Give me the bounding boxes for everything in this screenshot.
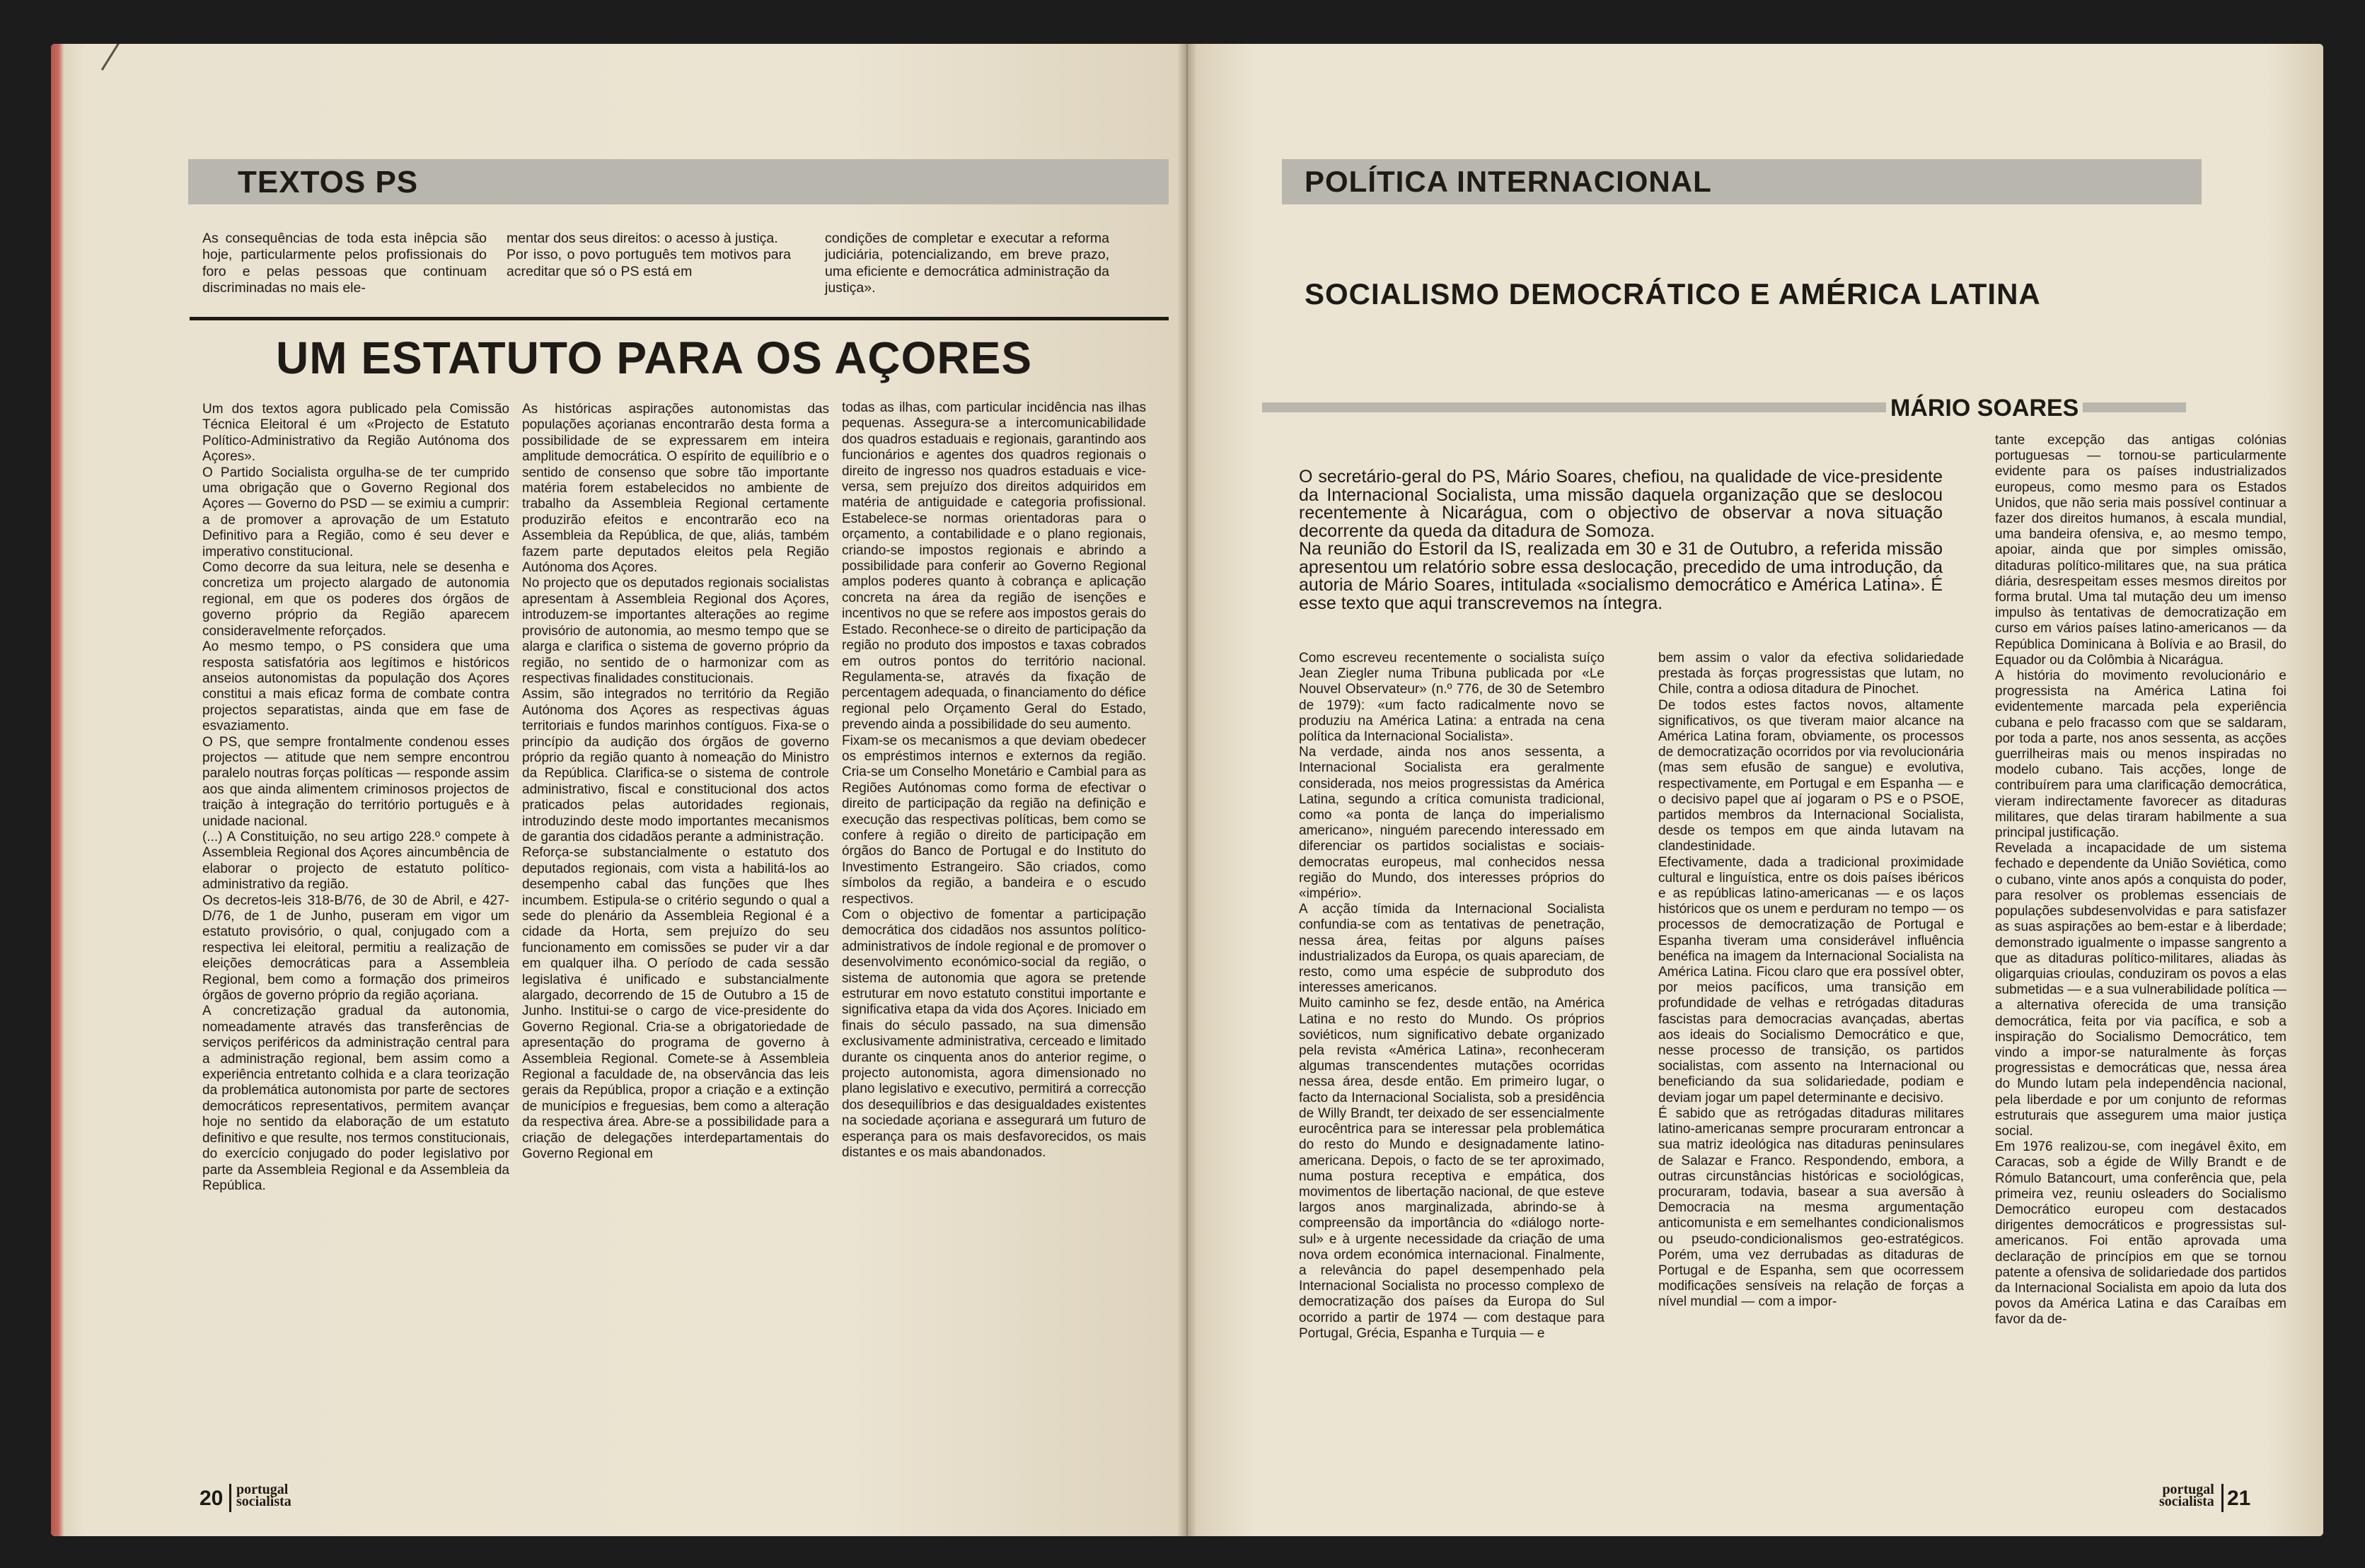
portugal-socialista-logo <box>2159 1484 2214 1508</box>
folio-separator <box>2221 1484 2224 1512</box>
left-page <box>51 44 1187 1536</box>
page-number: 21 <box>2227 1487 2251 1510</box>
byline: MÁRIO SOARES <box>1886 395 2083 422</box>
article-column-1: Como escreveu recentemente o socialista suíço Jean Ziegler numa Tribuna publicada por «Le Nouvel Observateur» (n.º 776, de 30 de Setembro de 1979): «um facto radicalmente novo se produziu na América Latina: a entrada na cena política da Internacional Socialista». Na verdade, ainda nos anos sessenta, a Internacional Socialista era geralmente considerada, nos meios progressistas da América Latina, segundo a crítica comunista tradicional, como «a ponta de lança do imperialismo americano», ninguém parecendo interessado em diferenciar os partidos socialistas e sociais-democratas europeus, mal conhecidos nessa região do Mundo, dos interesses próprios do «império». A acção tímida da Internacional Socialista confundia-se com as tentativas de penetração, nessa área, feitas por alguns países industrializados da Europa, os quais apareciam, de resto, como uma espécie de subproduto dos interesses americanos. Muito caminho se fez, desde então, na América Latina e no resto do Mundo. Os próprios soviéticos, num significativo debate organizado pela revista «América Latina», reconheceram algumas transcendentes mutações ocorridas nessa área, desde então. Em primeiro lugar, o facto da Internacional Socialista, sob a presidência de Willy Brandt, ter deixado de ser essencialmente eurocêntrica para se interessar pela problemática do resto do Mundo e designadamente latino-americana. Depois, o facto de se ter aproximado, numa postura receptiva e empática, dos movimentos de libertação nacional, de que esteve largos anos marginalizada, abrindo-se à compreensão da importância do «diálogo norte-sul» e à urgente necessidade da criação de uma nova ordem económica internacional. Finalmente, a relevância do papel desempenhado pela Internacional Socialista no processo complexo de democratização dos países da Europa do Sul ocorrido a partir de 1974 — com destaque para Portugal, Grécia, Espanha e Turquia — e <box>1299 651 1604 1341</box>
section-banner-right <box>1282 159 2202 204</box>
article-headline: SOCIALISMO DEMOCRÁTICO E AMÉRICA LATINA <box>1305 277 2041 310</box>
right-page <box>1187 44 2323 1536</box>
page-edge <box>51 44 64 1536</box>
logo-line-2: socialista <box>2159 1494 2214 1509</box>
spine-gutter <box>1177 44 1197 1536</box>
portugal-socialista-logo <box>236 1484 291 1508</box>
intro-column-3: condições de completar e executar a reforma judiciária, potencializando, em breve prazo, uma eficiente e democrática administração da justiça». <box>825 231 1109 296</box>
section-banner-left <box>188 159 1169 204</box>
article-headline: UM ESTATUTO PARA OS AÇORES <box>276 332 1032 383</box>
folio-separator <box>229 1484 231 1512</box>
pen-mark <box>101 44 125 71</box>
article-column-3: todas as ilhas, com particular incidência nas ilhas pequenas. Assegura-se a intercomunicabilidade dos quadros estaduais e regionais, garantindo aos funcionários e agentes dos quadros regionais o direito de ingresso nos quadros estaduais e vice-versa, sem prejuízo dos direitos adquiridos em matéria de antiguidade e categoria profissional. Estabelece-se normas orientadoras para o orçamento, a contabilidade e o plano regionais, criando-se impostos regionais e abrindo a possibilidade para conferir ao Governo Regional amplos poderes quanto à cobrança e aplicação concreta na área da região de isenções e incentivos no que se refere aos impostos gerais do Estado. Reconhece-se o direito de participação da região no produto dos impostos e taxas cobrados em outros pontos do território nacional. Regulamenta-se, através da fixação de percentagem adequada, o financiamento do défice regional pelo Orçamento Geral do Estado, prevendo ainda a possibilidade do seu aumento. Fixam-se os mecanismos a que deviam obedecer os empréstimos internos e externos da região. Cria-se um Conselho Monetário e Cambial para as Regiões Autónomas como forma de efectivar o direito de participação da região na definição e execução das respectivas políticas, bem como se confere à região o direito de participação em órgãos do Banco de Portugal e do Instituto do Investimento Estrangeiro. São criados, como símbolos da região, a bandeira e o escudo respectivos. Com o objectivo de fomentar a participação democrática dos cidadãos nos assuntos político-administrativos de índole regional e de promover o desenvolvimento económico-social da região, o sistema de autonomia que agora se pretende estruturar em novo estatuto constitui importante e significativa etapa da vida dos Açores. Iniciado em finais do século passado, na sua dimensão exclusivamente administrativa, cerceado e limitado durante os cinquenta anos do anterior regime, o projecto autonomista, agora dimensionado no plano legislativo e executivo, permitirá a correcção dos desequilíbrios e das desigualdades existentes na sociedade açoriana e assegurará um futuro de esperança para os mais desfavorecidos, os mais distantes e os mais abandonados. <box>842 400 1146 1161</box>
intro-column-2: mentar dos seus direitos: o acesso à justiça. Por isso, o povo português tem motivos para acreditar que só o PS está em <box>507 231 791 279</box>
logo-line-1: portugal <box>236 1482 289 1497</box>
logo-line-2: socialista <box>236 1494 291 1509</box>
magazine-spread <box>51 44 2323 1536</box>
divider-rule <box>190 317 1169 320</box>
article-column-2: bem assim o valor da efectiva solidariedade prestada às forças progressistas que lutam, no Chile, contra a odiosa ditadura de Pinochet. De todos estes factos novos, altamente significativos, os que tiveram maior alcance na América Latina foram, obviamente, os processos de democratização ocorridos por via revolucionária (mas sem efusão de sangue) e evolutiva, respectivamente, em Portugal e em Espanha — e o decisivo papel que aí jogaram o PS e o PSOE, partidos membros da Internacional Socialista, desde os tempos em que ainda lutavam na clandestinidade. Efectivamente, dada a tradicional proximidade cultural e linguística, entre os dois países ibéricos e as repúblicas latino-americanas — e os laços históricos que os unem e perduram no tempo — os processos de democratização de Portugal e Espanha tiveram uma considerável influência benéfica na imagem da Internacional Socialista na América Latina. Ficou claro que era possível obter, por meios pacíficos, uma transição em profundidade de velhas e retrógadas ditaduras fascistas para democracias avançadas, abertas aos ideais do Socialismo Democrático e que, nesse processo de transição, os partidos socialistas, com assento na Internacional ou beneficiando da sua solidariedade, podiam e deviam jogar um papel determinante e decisivo. É sabido que as retrógadas ditaduras militares latino-americanas sempre procuraram entroncar a sua matriz ideológica nas ditaduras peninsulares de Salazar e Franco. Respondendo, embora, a outras circunstâncias históricas e sociológicas, procuraram, todavia, basear a sua aversão à Democracia na mesma argumentação anticomunista e em semelhantes condicionalismos ou pseudo-condicionalismos geo-estratégicos. Porém, uma vez derrubadas as ditaduras de Portugal e de Espanha, sem que ocorressem modificações sensíveis na relação de forças a nível mundial — com a impor- <box>1658 651 1964 1310</box>
section-title: POLÍTICA INTERNACIONAL <box>1305 165 1712 198</box>
logo-line-1: portugal <box>2162 1482 2214 1497</box>
article-column-2: As históricas aspirações autonomistas das populações açorianas encontrarão desta forma a possibilidade de se expressarem em inteira amplitude democrática. O espírito de equilíbrio e o sentido de consenso que sobre tão importante matéria forem estabelecidos no ambiente de trabalho da Assembleia Regional certamente produzirão efeitos e encontrarão eco na Assembleia da República, de que, aliás, também fazem parte deputados eleitos pela Região Autónoma dos Açores. No projecto que os deputados regionais socialistas apresentam à Assembleia Regional dos Açores, introduzem-se importantes alterações ao regime provisório de autonomia, ao mesmo tempo que se alarga e clarifica o sistema de governo próprio da região, no sentido de o harmonizar com as respectivas finalidades constitucionais. Assim, são integrados no território da Região Autónoma dos Açores as respectivas águas territoriais e fundos marinhos contíguos. Fixa-se o princípio da audição dos órgãos de governo próprio da região quanto à nomeação do Ministro da República. Clarifica-se o sistema de controle administrativo, fiscal e constitucional dos actos praticados pelas autoridades regionais, introduzindo deste modo importantes mecanismos de garantia dos cidadãos perante a administração. Reforça-se substancialmente o estatuto dos deputados regionais, com vista a habilitá-los ao desempenho cabal das funções que lhes incumbem. Estipula-se o critério segundo o qual a sede do plenário da Assembleia Regional é a cidade da Horta, sem prejuízo do seu funcionamento em comissões se puder vir a dar em qualquer ilha. O período de cada sessão legislativa é unificado e substancialmente alargado, decorrendo de 15 de Outubro a 15 de Junho. Institui-se o cargo de vice-presidente do Governo Regional. Cria-se a obrigatoriedade de apresentação do programa de governo à Assembleia Regional. Comete-se à Assembleia Regional a faculdade de, na observância das leis gerais da República, propor a criação e a extinção de municípios e freguesias, bem como a alteração da respectiva área. Abre-se a possibilidade para a criação de delegações interdepartamentais do Governo Regional em <box>522 402 829 1162</box>
lead-paragraph: O secretário-geral do PS, Mário Soares, chefiou, na qualidade de vice-presidente da Internacional Socialista, uma missão daquela organização que se deslocou recentemente à Nicarágua, com o objectivo de observar a nova situação decorrente da queda da ditadura de Somoza. Na reunião do Estoril da IS, realizada em 30 e 31 de Outubro, a referida missão apresentou um relatório sobre essa deslocação, precedido de uma introdução, da autoria de Mário Soares, intitulada «socialismo democrático e América Latina». É esse texto que aqui transcrevemos na íntegra. <box>1299 467 1943 613</box>
section-title: TEXTOS PS <box>238 165 419 199</box>
intro-column-1: As consequências de toda esta inêpcia são hoje, particularmente pelos profissionais do foro e pelas pessoas que continuam discriminadas no mais ele- <box>202 231 487 296</box>
page-number: 20 <box>200 1487 224 1510</box>
article-column-3: tante excepção das antigas colónias portuguesas — tornou-se particularmente evidente para os países industrializados europeus, como mesmo para os Estados Unidos, que não seria mais possível continuar a fazer dos direitos humanos, à escala mundial, uma bandeira ofensiva, e, ao mesmo tempo, apoiar, ainda que por simples omissão, ditaduras político-militares que, na sua prática diária, desrespeitam esses mesmos direitos por forma brutal. Uma tal mutação deu um imenso impulso às tentativas de democratização em curso em vários países latino-americanos — da República Dominicana à Bolívia e ao Brasil, do Equador ou da Colômbia à Nicarágua. A história do movimento revolucionário e progressista na América Latina foi evidentemente marcada pela experiência cubana e pelo fracasso com que se saldaram, por toda a parte, nos anos sessenta, as acções guerrilheiras mais ou menos inspiradas no modelo cubano. Tais acções, longe de contribuírem para uma clarificação democrática, vieram indirectamente favorecer as ditaduras militares, que delas tiraram habilmente a sua principal justificação. Revelada a incapacidade de um sistema fechado e dependente da União Soviética, como o cubano, vinte anos após a conquista do poder, para resolver os problemas essenciais de populações subdesenvolvidas e para satisfazer as suas aspirações ao bem-estar e à liberdade; demonstrado igualmente o impasse sangrento a que as ditaduras político-militares, aliadas às oligarquias crioulas, conduziram os povos a elas submetidas — e a sua vulnerabilidade política — a alternativa oferecida de uma transição democrática, feita por via pacífica, e sob a inspiração do Socialismo Democrático, tem vindo a impor-se naturalmente às forças progressistas e democráticas que, nessa área do Mundo lutam pela independência nacional, pela liberdade e por um conjunto de reformas estruturais que assegurem uma maior justiça social. Em 1976 realizou-se, com inegável êxito, em Caracas, sob a égide de Willy Brandt e de Rómulo Batancourt, uma conferência que, pela primeira vez, reuniu osleaders do Socialismo Democrático europeu com destacados dirigentes democráticos e progressistas sul-americanos. Foi então aprovada uma declaração de princípios em que se tornou patente a ofensiva de solidariedade dos partidos da Internacional Socialista em apoio da luta dos povos da América Latina e das Caraíbas em favor da de- <box>1995 433 2286 1328</box>
article-column-1: Um dos textos agora publicado pela Comissão Técnica Eleitoral é um «Projecto de Estatuto Político-Administrativo da Região Autónoma dos Açores». O Partido Socialista orgulha-se de ter cumprido uma obrigação que o Governo Regional dos Açores — Governo do PSD — se eximiu a cumprir: a de promover a aprovação de um Estatuto Definitivo para a Região, como é seu dever e imperativo constitucional. Como decorre da sua leitura, nele se desenha e concretiza um projecto alargado de autonomia regional, em que os poderes dos órgãos de governo próprio da Região aparecem consideravelmente reforçados. Ao mesmo tempo, o PS considera que uma resposta satisfatória aos legítimos e históricos anseios autonomistas da população dos Açores constitui a mais eficaz forma de combate contra projectos separatistas, ainda que em fase de esvaziamento. O PS, que sempre frontalmente condenou esses projectos — atitude que nem sempre encontrou paralelo noutras forças políticas — responde assim aos que ainda alimentem criminosos projectos de traição à integração do território português e à unidade nacional. (...) A Constituição, no seu artigo 228.º compete à Assembleia Regional dos Açores aincumbência de elaborar o projecto de estatuto político-administrativo da região. Os decretos-leis 318-B/76, de 30 de Abril, e 427-D/76, de 1 de Junho, puseram em vigor um estatuto provisório, o qual, conjugado com a respectiva lei eleitoral, permitiu a realização de eleições democráticas para a Assembleia Regional, bem como a formação dos primeiros órgãos de governo próprio da região açoriana. A concretização gradual da autonomia, nomeadamente através das transferências de serviços periféricos da administração central para a administração regional, bem assim como a experiência entretanto colhida e a clara teorização da problemática autonomista por parte de sectores democráticos representativos, permitem avançar hoje no sentido da elaboração de um estatuto definitivo e que resulte, nos termos constitucionais, do exercício conjugado do poder legislativo por parte da Assembleia Regional e da Assembleia da República. <box>202 402 509 1193</box>
